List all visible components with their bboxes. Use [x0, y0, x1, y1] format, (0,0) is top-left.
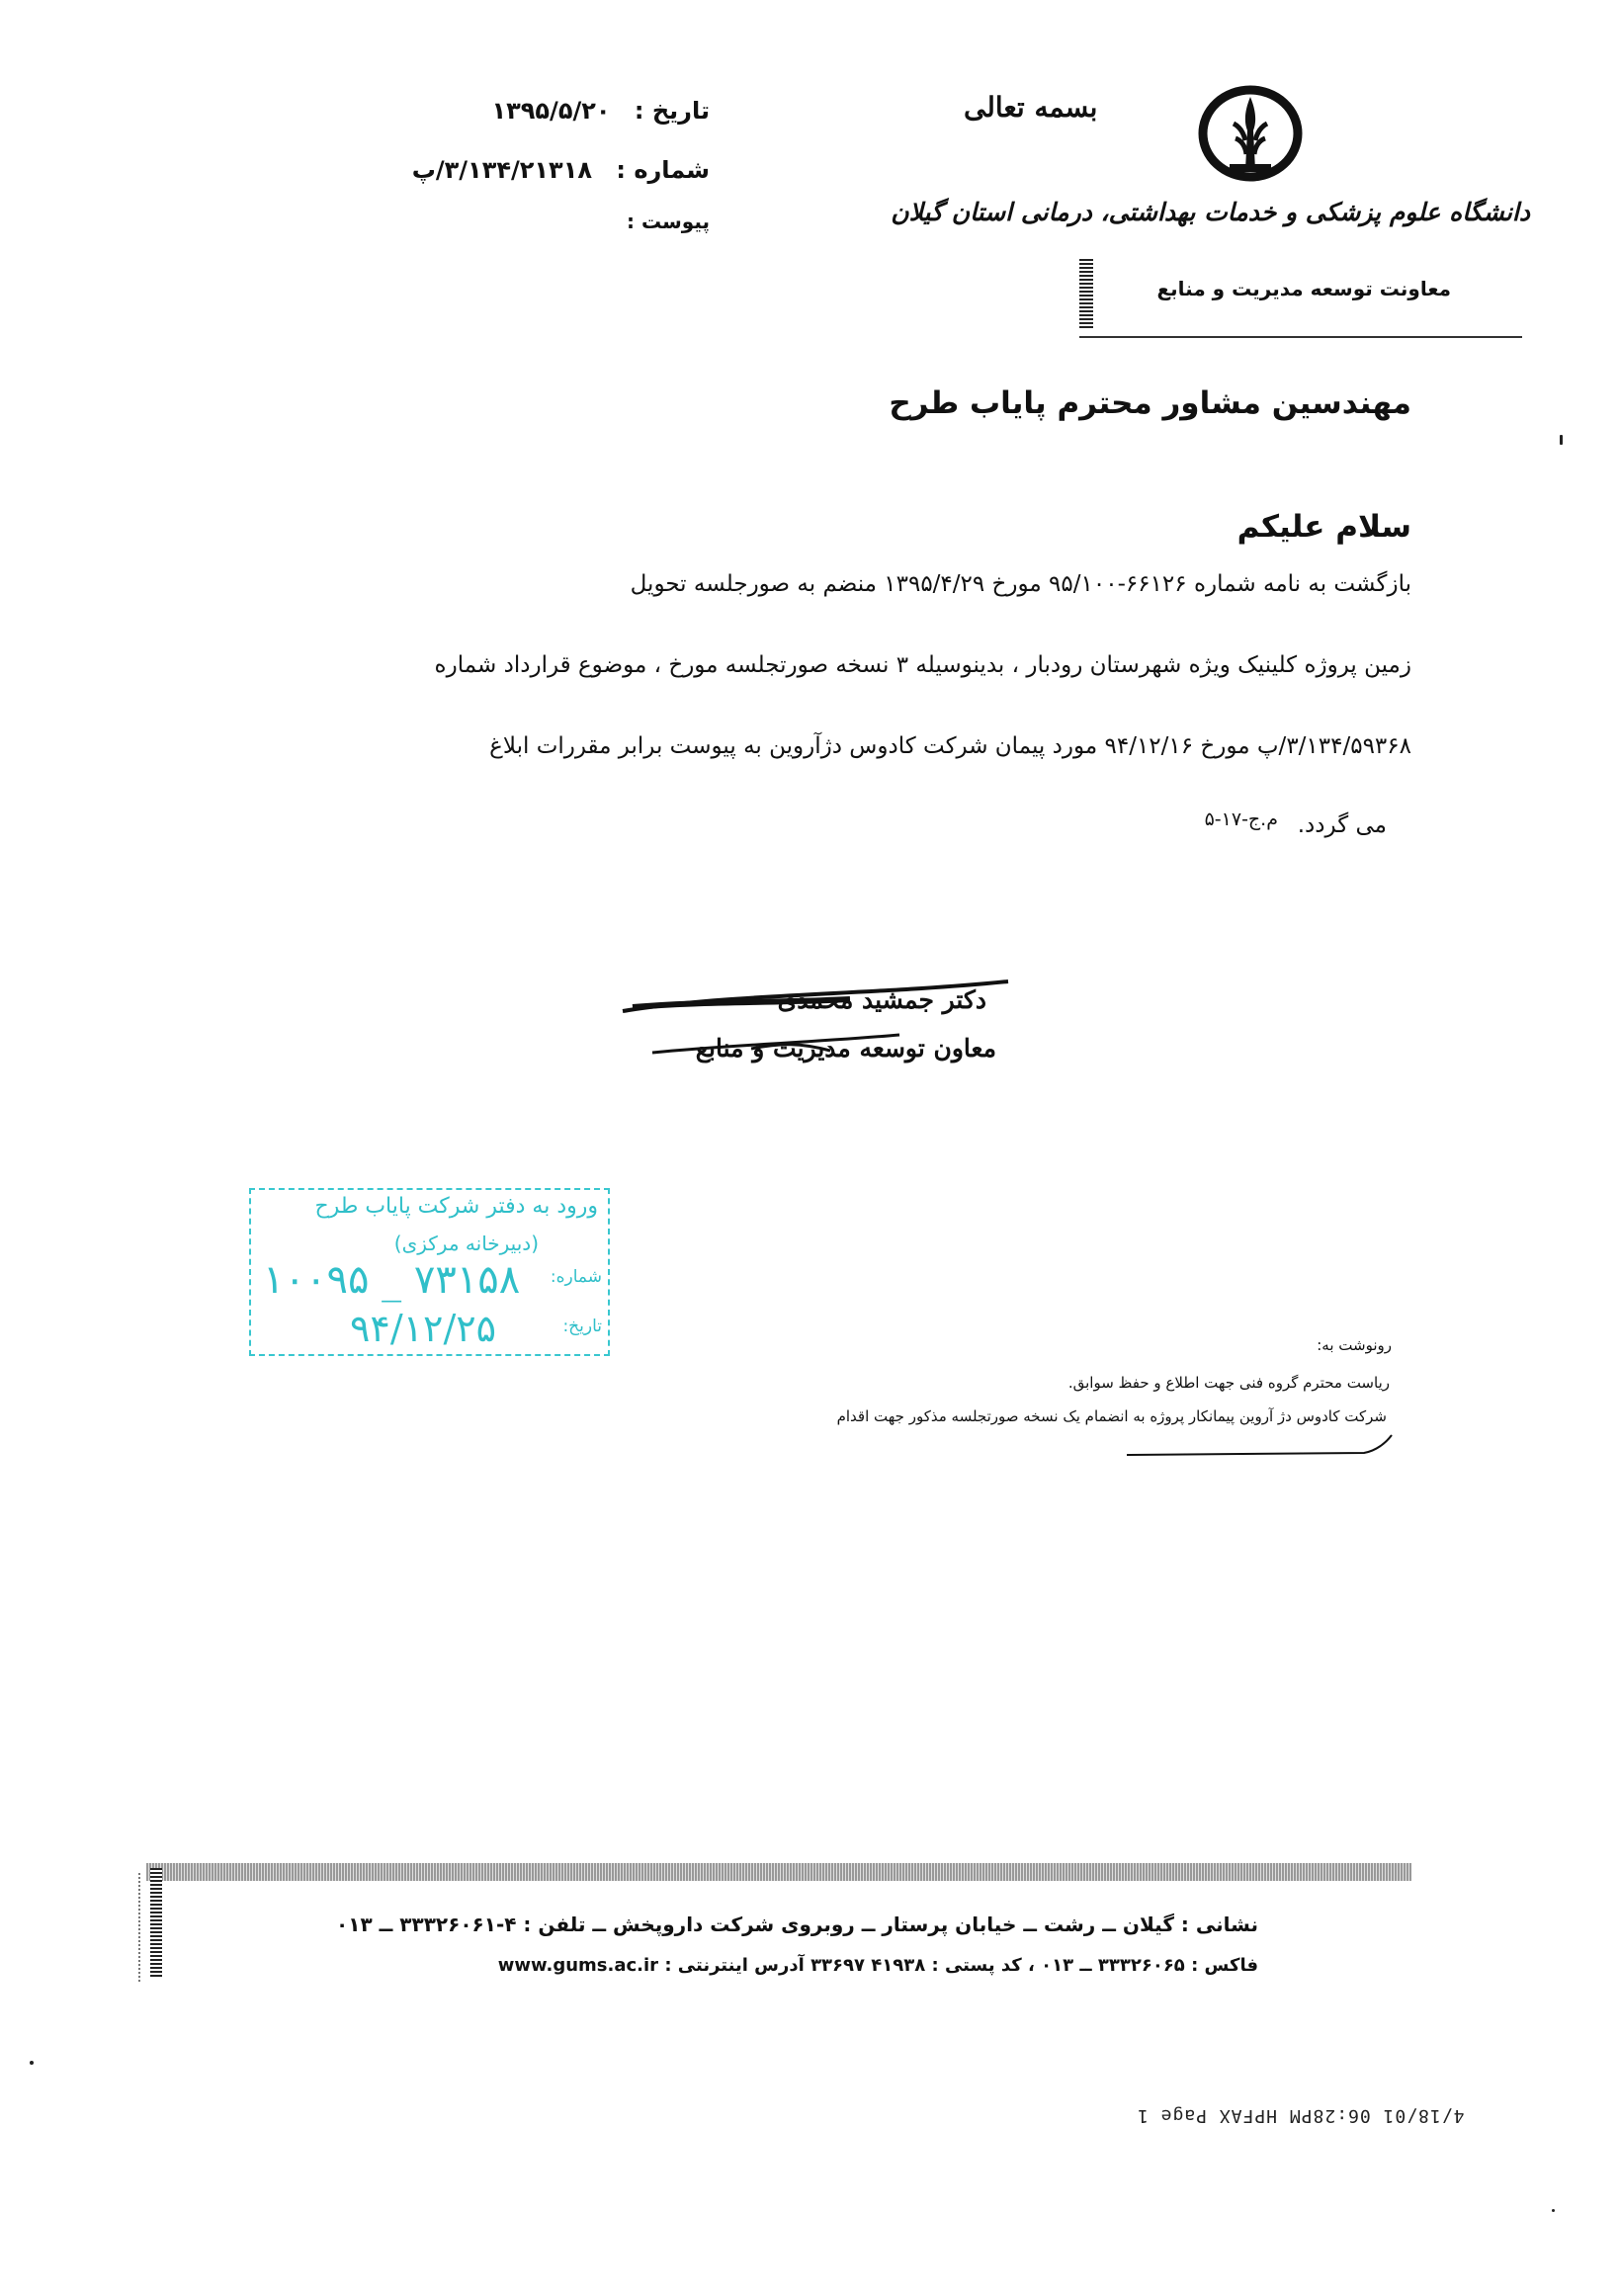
- cc-line: شرکت کادوس دژ آروین پیمانکار پروژه به انضمام یک نسخه صورتجلسه مذکور جهت اقدام: [836, 1407, 1387, 1425]
- attachment-label: پیوست :: [626, 210, 710, 233]
- header-divider: [1079, 336, 1522, 338]
- body-line: زمین پروژه کلینیک ویژه شهرستان رودبار ، بدینوسیله ۳ نسخه صورتجلسه مورخ ، موضوع قرارداد شماره: [434, 652, 1411, 678]
- body-line: ۳/۱۳۴/۵۹۳۶۸/پ مورخ ۹۴/۱۲/۱۶ مورد پیمان شرکت کادوس دژآروین به پیوست برابر مقررات ابلاغ: [489, 733, 1411, 759]
- stamp-number-label: شماره:: [550, 1267, 602, 1287]
- greeting: سلام علیکم: [1236, 509, 1411, 545]
- footer-contact: فاکس : ۳۳۳۲۶۰۶۵ ــ ۰۱۳ ، کد پستی : ۴۱۹۳۸ ۳۳۶۹۷ آدرس اینترنتی : www.gums.ac.ir: [497, 1955, 1258, 1976]
- date-label: تاریخ :: [634, 97, 710, 125]
- stamp-title: ورود به دفتر شرکت پایاب طرح: [314, 1194, 598, 1219]
- scan-speck: [30, 2061, 34, 2065]
- cc-underline: [1127, 1423, 1394, 1463]
- footer-side-mark: [138, 1873, 146, 1982]
- stamp-date-label: تاریخ:: [562, 1317, 602, 1336]
- handwritten-mark: بسمه تعالی: [964, 91, 1098, 124]
- body-line: می گردد.: [1297, 812, 1387, 838]
- attachment-line: [627, 210, 710, 233]
- body-line: بازگشت به نامه شماره ۶۶۱۲۶-۹۵/۱۰۰ مورخ ۱۳۹۵/۴/۲۹ منضم به صورجلسه تحویل: [630, 571, 1411, 597]
- stamp-number-value: ۱۰۰۹۵ _ ۷۳۱۵۸: [263, 1257, 521, 1303]
- addressee: مهندسین مشاور محترم پایاب طرح: [889, 385, 1411, 421]
- stamp-date-value: ۹۴/۱۲/۲۵: [350, 1307, 497, 1350]
- date-value: ۱۳۹۵/۵/۲۰: [491, 97, 611, 125]
- signatory-name: دکتر جمشید محمدی: [777, 985, 986, 1014]
- cc-heading: رونوشت به:: [1317, 1336, 1392, 1354]
- reference-code: م.ج-۱۷-۵: [1204, 808, 1278, 830]
- number-line: [412, 156, 710, 184]
- number-label: شماره :: [616, 156, 710, 184]
- barcode-mark: [1079, 259, 1093, 328]
- cc-line: ریاست محترم گروه فنی جهت اطلاع و حفظ سوابق.: [1067, 1374, 1390, 1392]
- scan-speck: [1552, 2209, 1555, 2212]
- footer-edge-mark: [150, 1868, 162, 1977]
- scan-speck: [1560, 435, 1563, 445]
- footer-address: نشانی : گیلان ــ رشت ــ خیابان پرستار ــ روبروی شرکت داروپخش ــ تلفن : ۴-۳۳۳۲۶۰۶۱ ــ ۰۱۳: [336, 1913, 1258, 1936]
- university-emblem-icon: [1196, 79, 1305, 188]
- date-line: [491, 97, 710, 125]
- university-name: دانشگاه علوم پزشکی و خدمات بهداشتی، درمانی استان گیلان: [891, 198, 1530, 226]
- fax-header: 4/18/01 06:28PM HPFAX Page 1: [1137, 2105, 1465, 2126]
- footer-rule: [146, 1863, 1411, 1881]
- department-name: معاونت توسعه مدیریت و منابع: [1156, 277, 1451, 300]
- signatory-title: معاون توسعه مدیریت و منابع: [695, 1034, 996, 1063]
- stamp-subtitle: (دبیرخانه مرکزی): [393, 1232, 539, 1255]
- number-value: ۳/۱۳۴/۲۱۳۱۸/پ: [411, 156, 592, 184]
- receipt-stamp: [249, 1188, 610, 1356]
